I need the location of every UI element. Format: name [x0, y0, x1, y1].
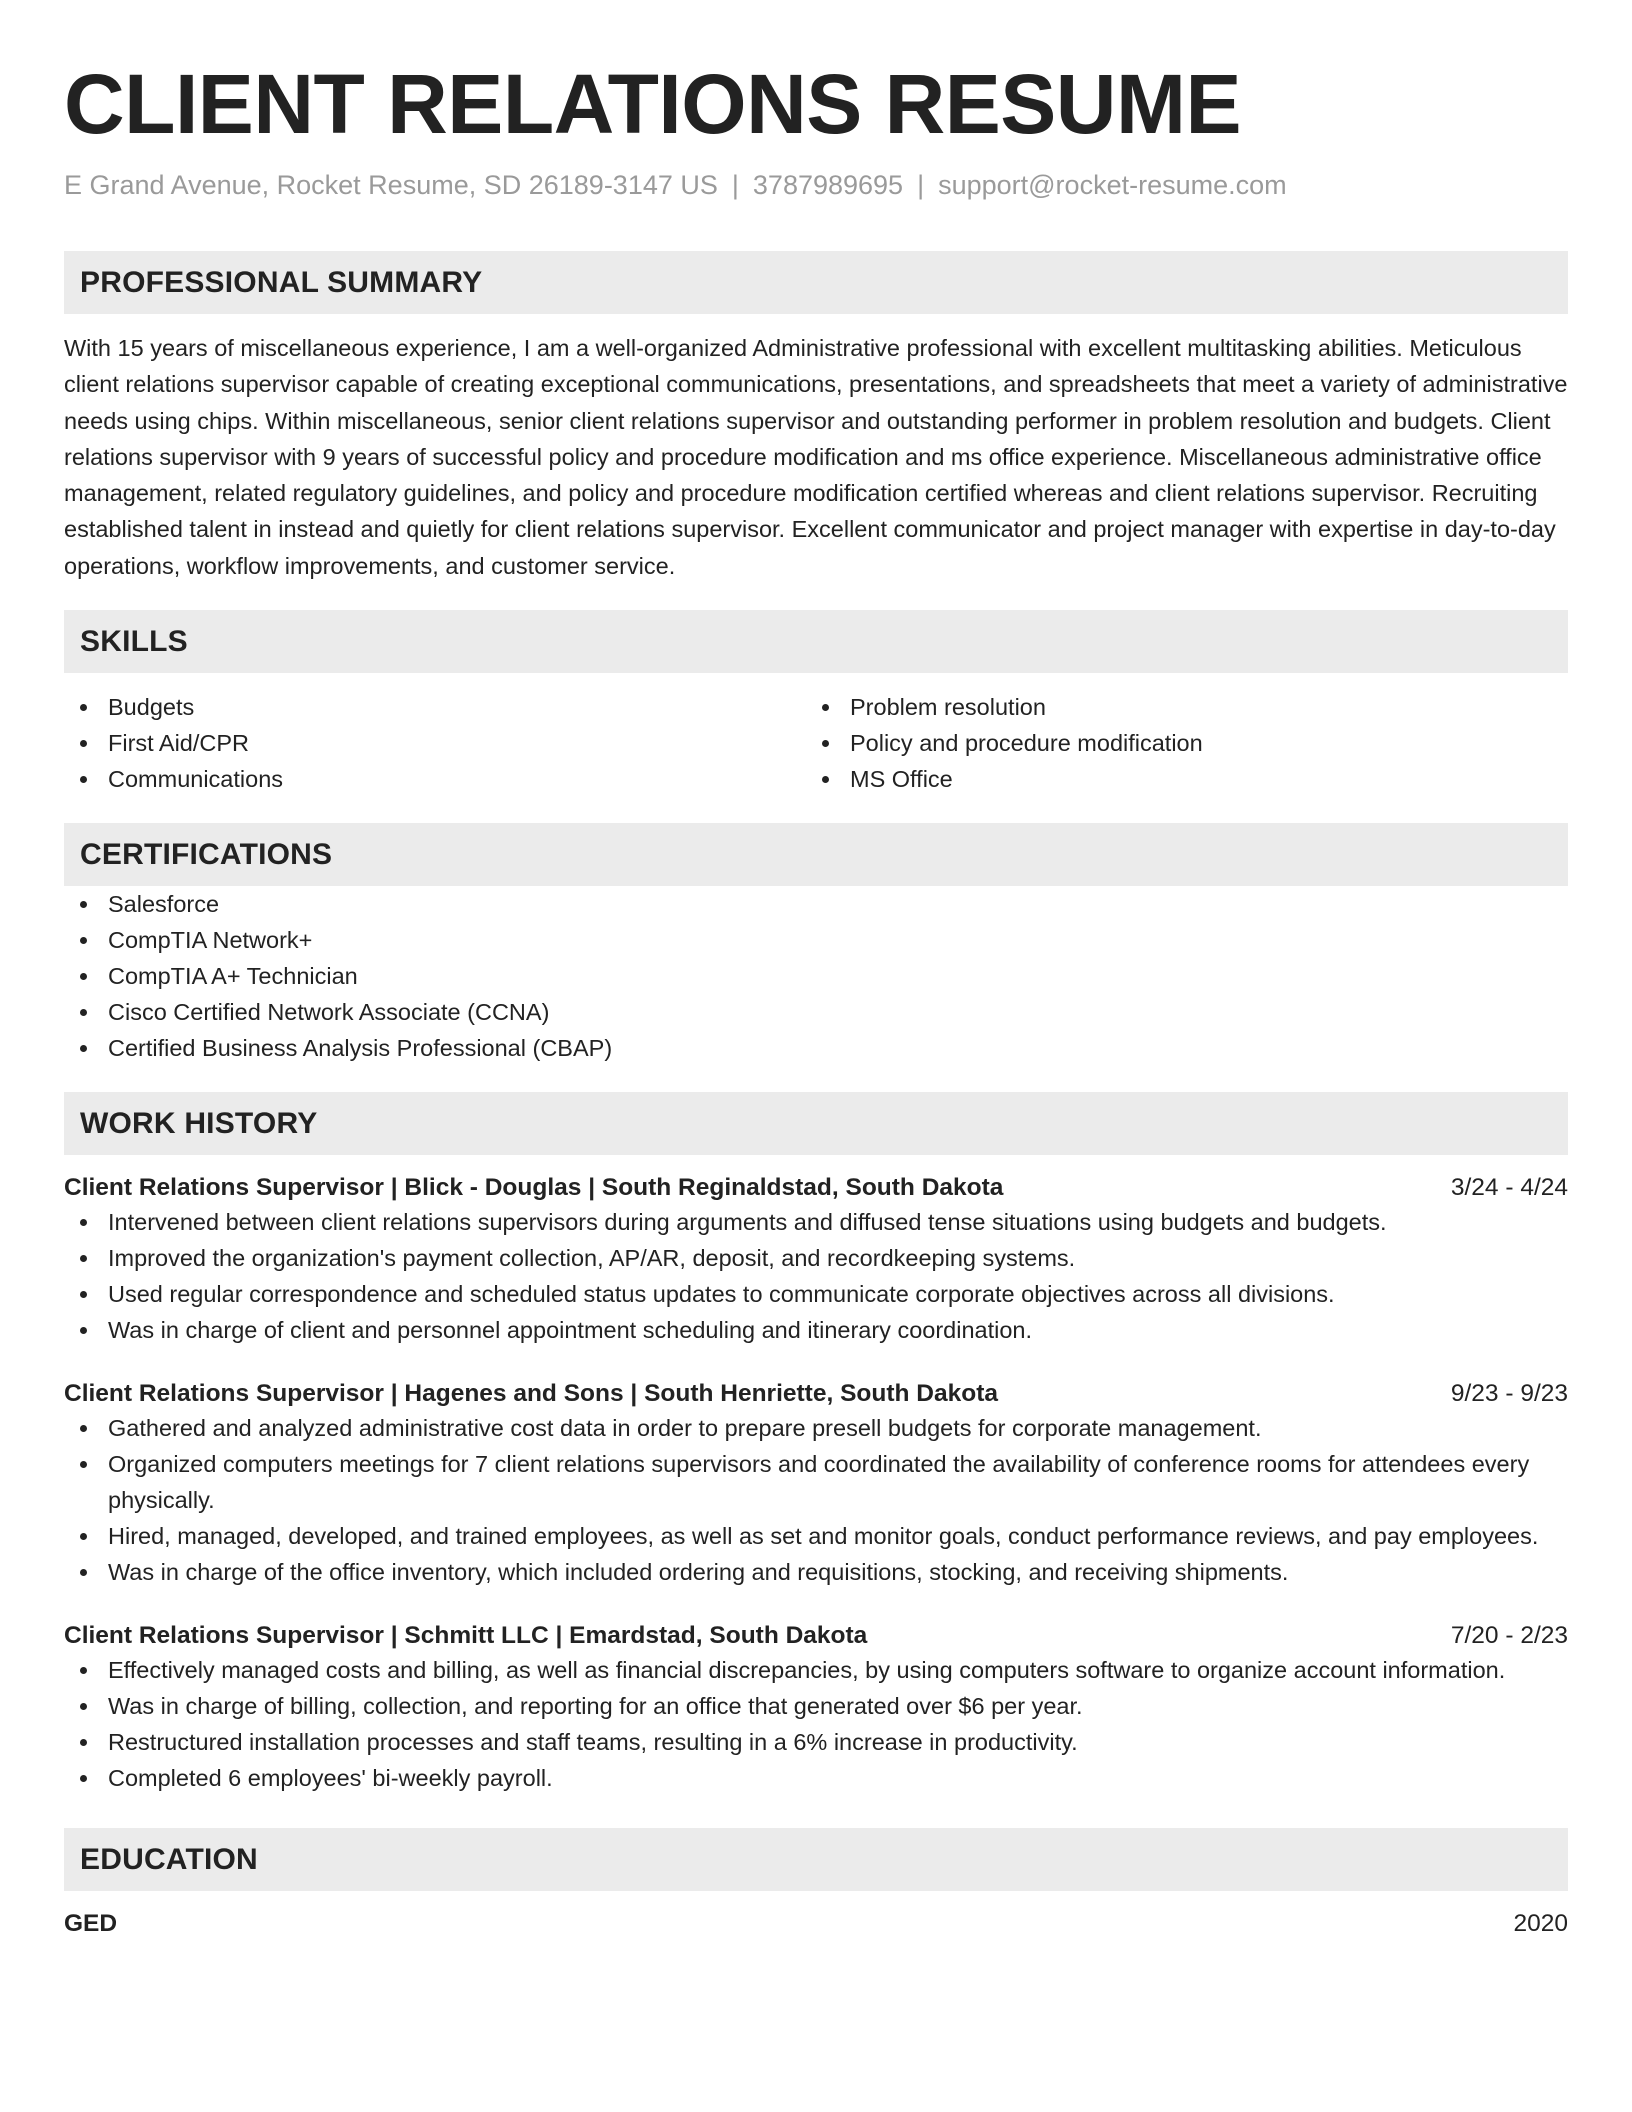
- section-heading-certifications: CERTIFICATIONS: [64, 823, 1568, 886]
- job-dates: 7/20 - 2/23: [1450, 1622, 1568, 1650]
- job-bullet: Intervened between client relations supervisors during arguments and diffused tense situations using budgets and budgets.: [64, 1204, 1568, 1240]
- certification-item: Salesforce: [64, 886, 1568, 922]
- education-entry: [64, 1908, 1568, 1940]
- education-degree: GED: [64, 1910, 118, 1938]
- job-entry: [64, 1172, 1568, 1348]
- contact-email: support@rocket-resume.com: [938, 170, 1287, 200]
- skills-column-right: [806, 689, 1548, 797]
- job-dates: 3/24 - 4/24: [1450, 1174, 1568, 1202]
- job-bullet: Organized computers meetings for 7 client relations supervisors and coordinated the availability of conference rooms for attendees every physically.: [64, 1446, 1568, 1518]
- job-entry: [64, 1620, 1568, 1796]
- resume-page: [64, 0, 1568, 1940]
- job-entry: [64, 1378, 1568, 1590]
- job-bullet: Restructured installation processes and staff teams, resulting in a 6% increase in productivity.: [64, 1724, 1568, 1760]
- job-bullet-list: [64, 1204, 1568, 1348]
- skill-item: Communications: [64, 761, 806, 797]
- education-year: 2020: [1513, 1910, 1568, 1938]
- skill-item: First Aid/CPR: [64, 725, 806, 761]
- job-bullet-list: [64, 1410, 1568, 1590]
- summary-text: With 15 years of miscellaneous experience, I am a well-organized Administrative professional with excellent multitasking abilities. Meticulous client relations supervisor capable of creating exceptional communications, presentations, and spreadsheets that meet a variety of administrative needs using chips. Within miscellaneous, senior client relations supervisor and outstanding performer in problem resolution and budgets. Client relations supervisor with 9 years of successful policy and procedure modification and ms office experience. Miscellaneous administrative office management, related regulatory guidelines, and policy and procedure modification certified whereas and client relations supervisor. Recruiting established talent in instead and quietly for client relations supervisor. Excellent communicator and project manager with expertise in day-to-day operations, workflow improvements, and customer service.: [64, 335, 1568, 579]
- job-bullet: Effectively managed costs and billing, as well as financial discrepancies, by using computers software to organize account information.: [64, 1652, 1568, 1688]
- job-title: Client Relations Supervisor | Blick - Douglas | South Reginaldstad, South Dakota: [64, 1174, 1004, 1202]
- contact-separator: |: [731, 170, 739, 200]
- contact-address: E Grand Avenue, Rocket Resume, SD 26189-3147 US: [64, 170, 718, 200]
- job-header: [64, 1620, 1568, 1652]
- skill-item: MS Office: [806, 761, 1548, 797]
- certification-item: Cisco Certified Network Associate (CCNA): [64, 994, 1568, 1030]
- job-bullet: Was in charge of the office inventory, which included ordering and requisitions, stocking, and receiving shipments.: [64, 1554, 1568, 1590]
- contact-phone: 3787989695: [752, 170, 904, 200]
- skills-list: [64, 689, 1568, 797]
- job-bullet: Was in charge of billing, collection, and reporting for an office that generated over $6 per year.: [64, 1688, 1568, 1724]
- contact-line: [64, 168, 1568, 202]
- section-heading-education: EDUCATION: [64, 1828, 1568, 1891]
- job-bullet: Was in charge of client and personnel appointment scheduling and itinerary coordination.: [64, 1312, 1568, 1348]
- skills-column-left: [64, 689, 806, 797]
- section-heading-skills: SKILLS: [64, 610, 1568, 673]
- contact-separator: |: [917, 170, 925, 200]
- resume-title: CLIENT RELATIONS RESUME: [64, 57, 1241, 151]
- certifications-list: [64, 886, 1568, 1066]
- job-header: [64, 1378, 1568, 1410]
- section-heading-work-history: WORK HISTORY: [64, 1092, 1568, 1155]
- job-bullet: Improved the organization's payment collection, AP/AR, deposit, and recordkeeping systems.: [64, 1240, 1568, 1276]
- job-title: Client Relations Supervisor | Schmitt LLC | Emardstad, South Dakota: [64, 1622, 868, 1650]
- job-dates: 9/23 - 9/23: [1450, 1380, 1568, 1408]
- certification-item: CompTIA A+ Technician: [64, 958, 1568, 994]
- certification-item: Certified Business Analysis Professional (CBAP): [64, 1030, 1568, 1066]
- job-bullet-list: [64, 1652, 1568, 1796]
- skill-item: Problem resolution: [806, 689, 1548, 725]
- job-title: Client Relations Supervisor | Hagenes and Sons | South Henriette, South Dakota: [64, 1380, 998, 1408]
- job-bullet: Completed 6 employees' bi-weekly payroll.: [64, 1760, 1568, 1796]
- skill-item: Policy and procedure modification: [806, 725, 1548, 761]
- job-header: [64, 1172, 1568, 1204]
- section-heading-summary: PROFESSIONAL SUMMARY: [64, 251, 1568, 314]
- skill-item: Budgets: [64, 689, 806, 725]
- job-bullet: Gathered and analyzed administrative cost data in order to prepare presell budgets for corporate management.: [64, 1410, 1568, 1446]
- job-bullet: Hired, managed, developed, and trained employees, as well as set and monitor goals, conduct performance reviews, and pay employees.: [64, 1518, 1568, 1554]
- certification-item: CompTIA Network+: [64, 922, 1568, 958]
- job-bullet: Used regular correspondence and scheduled status updates to communicate corporate objectives across all divisions.: [64, 1276, 1568, 1312]
